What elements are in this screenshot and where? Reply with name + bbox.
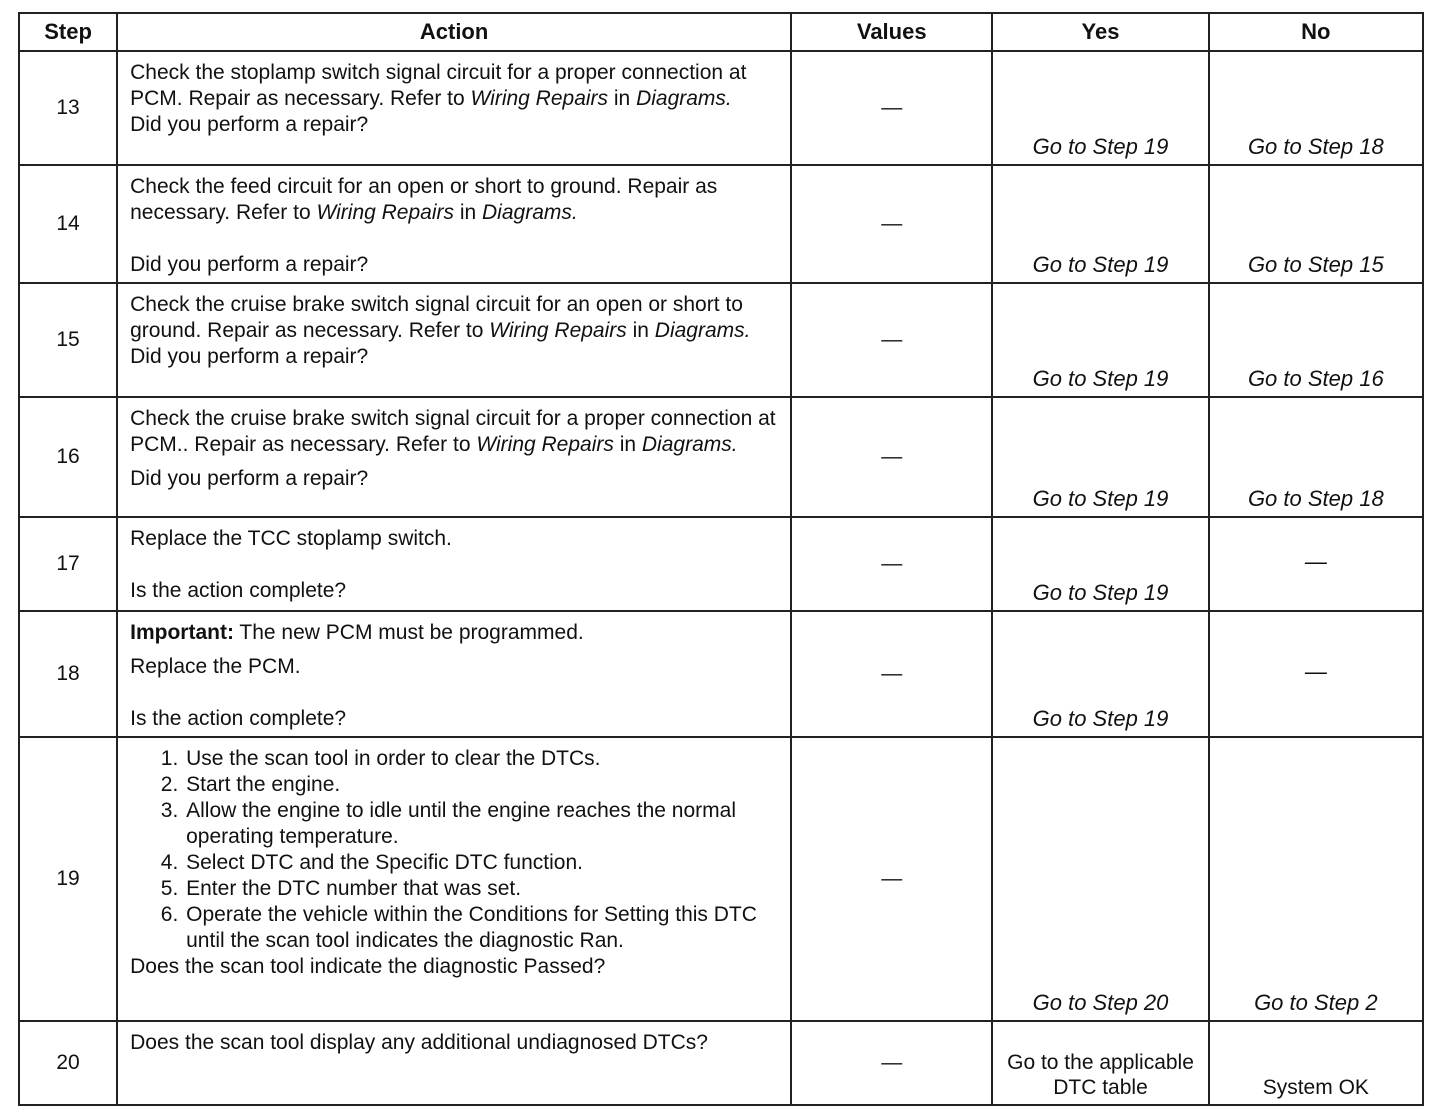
step-number: 15 bbox=[19, 283, 117, 397]
yes-cell: Go to the applicable DTC table bbox=[992, 1021, 1208, 1105]
action-text: Check the cruise brake switch signal circuit for an open or short to ground. Repair as necessary. Refer to Wiring Repairs in Diagrams. bbox=[130, 293, 751, 342]
action-question: Does the scan tool indicate the diagnostic Passed? bbox=[130, 955, 606, 978]
yes-cell: Go to Step 19 bbox=[992, 611, 1208, 737]
table-row bbox=[19, 611, 1423, 737]
header-values: Values bbox=[791, 13, 992, 51]
table-row bbox=[19, 283, 1423, 397]
no-cell: Go to Step 16 bbox=[1209, 283, 1423, 397]
action-cell bbox=[117, 1021, 791, 1105]
yes-cell: Go to Step 19 bbox=[992, 517, 1208, 611]
yes-cell: Go to Step 19 bbox=[992, 283, 1208, 397]
yes-cell: Go to Step 19 bbox=[992, 165, 1208, 283]
action-question: Did you perform a repair? bbox=[130, 253, 369, 276]
action-cell bbox=[117, 611, 791, 737]
no-cell: — bbox=[1209, 611, 1423, 737]
action-text: Replace the TCC stoplamp switch. bbox=[130, 527, 452, 550]
action-cell bbox=[117, 737, 791, 1021]
action-text: Check the cruise brake switch signal circuit for a proper connection at PCM.. Repair as necessary. Refer to Wiring Repairs in Diagrams. bbox=[130, 407, 776, 456]
header-row bbox=[19, 13, 1423, 51]
action-question: Does the scan tool display any additional undiagnosed DTCs? bbox=[130, 1031, 708, 1054]
step-number: 13 bbox=[19, 51, 117, 165]
no-cell: Go to Step 18 bbox=[1209, 51, 1423, 165]
table-row bbox=[19, 397, 1423, 517]
table-row bbox=[19, 165, 1423, 283]
step-number: 17 bbox=[19, 517, 117, 611]
important-note: Important: The new PCM must be programmed. bbox=[130, 621, 584, 644]
no-cell: Go to Step 2 bbox=[1209, 737, 1423, 1021]
values-cell: — bbox=[791, 737, 992, 1021]
table-row bbox=[19, 737, 1423, 1021]
action-question: Did you perform a repair? bbox=[130, 467, 369, 490]
list-item: 4. Select DTC and the Specific DTC function. bbox=[184, 850, 780, 876]
step-number: 19 bbox=[19, 737, 117, 1021]
list-item: 1. Use the scan tool in order to clear the DTCs. bbox=[184, 746, 780, 772]
no-cell: System OK bbox=[1209, 1021, 1423, 1105]
table-row bbox=[19, 1021, 1423, 1105]
list-item: 3. Allow the engine to idle until the engine reaches the normal operating temperature. bbox=[184, 798, 780, 850]
list-item: 6. Operate the vehicle within the Conditions for Setting this DTC until the scan tool indicates the diagnostic Ran. bbox=[184, 902, 780, 954]
action-question: Did you perform a repair? bbox=[130, 345, 369, 368]
step-number: 14 bbox=[19, 165, 117, 283]
header-no: No bbox=[1209, 13, 1423, 51]
values-cell: — bbox=[791, 517, 992, 611]
values-cell: — bbox=[791, 51, 992, 165]
header-step: Step bbox=[19, 13, 117, 51]
action-cell bbox=[117, 397, 791, 517]
procedure-list bbox=[130, 746, 780, 954]
no-cell: Go to Step 18 bbox=[1209, 397, 1423, 517]
action-text: Check the feed circuit for an open or short to ground. Repair as necessary. Refer to Wiring Repairs in Diagrams. bbox=[130, 175, 718, 224]
action-question: Did you perform a repair? bbox=[130, 113, 369, 136]
table-row bbox=[19, 517, 1423, 611]
diagnostic-table bbox=[18, 12, 1424, 1106]
list-item: 5. Enter the DTC number that was set. bbox=[184, 876, 780, 902]
header-action: Action bbox=[117, 13, 791, 51]
action-text: Check the stoplamp switch signal circuit for a proper connection at PCM. Repair as necessary. Refer to Wiring Repairs in Diagrams. bbox=[130, 61, 747, 110]
list-item: 2. Start the engine. bbox=[184, 772, 780, 798]
step-number: 16 bbox=[19, 397, 117, 517]
action-cell bbox=[117, 283, 791, 397]
step-number: 20 bbox=[19, 1021, 117, 1105]
action-text: Replace the PCM. bbox=[130, 655, 301, 678]
values-cell: — bbox=[791, 165, 992, 283]
action-cell bbox=[117, 165, 791, 283]
important-label: Important: bbox=[130, 621, 234, 644]
values-cell: — bbox=[791, 283, 992, 397]
values-cell: — bbox=[791, 1021, 992, 1105]
action-question: Is the action complete? bbox=[130, 707, 347, 730]
values-cell: — bbox=[791, 397, 992, 517]
action-cell bbox=[117, 51, 791, 165]
yes-cell: Go to Step 20 bbox=[992, 737, 1208, 1021]
no-cell: — bbox=[1209, 517, 1423, 611]
yes-cell: Go to Step 19 bbox=[992, 51, 1208, 165]
action-question: Is the action complete? bbox=[130, 579, 347, 602]
table-row bbox=[19, 51, 1423, 165]
step-number: 18 bbox=[19, 611, 117, 737]
no-cell: Go to Step 15 bbox=[1209, 165, 1423, 283]
yes-cell: Go to Step 19 bbox=[992, 397, 1208, 517]
values-cell: — bbox=[791, 611, 992, 737]
header-yes: Yes bbox=[992, 13, 1208, 51]
action-cell bbox=[117, 517, 791, 611]
